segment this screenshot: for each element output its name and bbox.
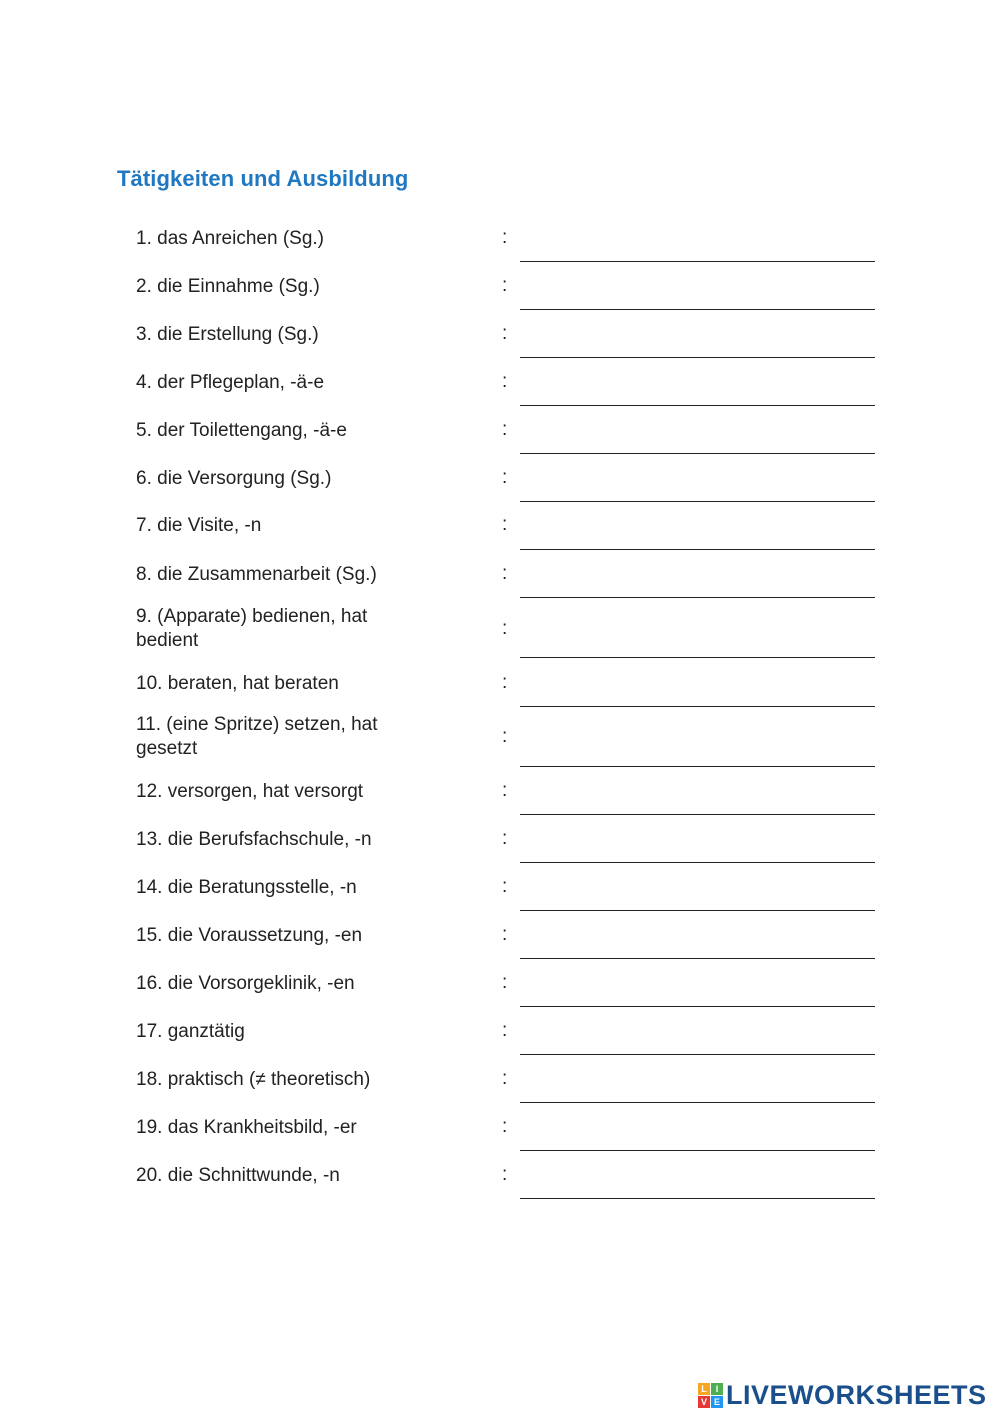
colon-separator: : [502,876,508,897]
answer-field[interactable] [520,549,875,550]
colon-separator: : [502,672,508,693]
term-label: 8. die Zusammenarbeit (Sg.) [136,564,377,585]
term-label: 20. die Schnittwunde, -n [136,1165,340,1186]
logo-square: I [711,1383,723,1395]
term-label: 15. die Voraussetzung, -en [136,925,363,946]
answer-field[interactable] [520,309,875,310]
term-label: 5. der Toilettengang, -ä-e [136,420,347,441]
term-label: 7. die Visite, -n [136,515,262,536]
colon-separator: : [502,227,508,248]
colon-separator: : [502,1164,508,1185]
colon-separator: : [502,828,508,849]
colon-separator: : [502,618,508,639]
term-label: 6. die Versorgung (Sg.) [136,468,332,489]
term-label: 11. (eine Spritze) setzen, hat gesetzt [136,714,378,759]
term-label: 17. ganztätig [136,1021,245,1042]
term-label: 3. die Erstellung (Sg.) [136,324,319,345]
colon-separator: : [502,924,508,945]
colon-separator: : [502,467,508,488]
logo-square: E [711,1396,723,1408]
term-label: 16. die Vorsorgeklinik, -en [136,973,355,994]
liveworksheets-logo [698,1378,987,1412]
colon-separator: : [502,1116,508,1137]
answer-field[interactable] [520,1198,875,1199]
term-label: 1. das Anreichen (Sg.) [136,228,324,249]
term-label: 19. das Krankheitsbild, -er [136,1117,357,1138]
colon-separator: : [502,780,508,801]
term-label: 9. (Apparate) bedienen, hat bedient [136,606,368,651]
colon-separator: : [502,514,508,535]
answer-field[interactable] [520,357,875,358]
answer-field[interactable] [520,706,875,707]
answer-field[interactable] [520,1054,875,1055]
term-label: 12. versorgen, hat versorgt [136,781,364,802]
colon-separator: : [502,371,508,392]
colon-separator: : [502,419,508,440]
colon-separator: : [502,726,508,747]
page-title: Tätigkeiten und Ausbildung [117,166,409,191]
term-label: 2. die Einnahme (Sg.) [136,276,320,297]
term-label: 4. der Pflegeplan, -ä-e [136,372,325,393]
colon-separator: : [502,323,508,344]
answer-field[interactable] [520,1150,875,1151]
answer-field[interactable] [520,814,875,815]
answer-field[interactable] [520,453,875,454]
answer-field[interactable] [520,1006,875,1007]
answer-field[interactable] [520,657,875,658]
term-label: 13. die Berufsfachschule, -n [136,829,372,850]
answer-field[interactable] [520,766,875,767]
answer-field[interactable] [520,1102,875,1103]
answer-field[interactable] [520,958,875,959]
logo-icon [698,1383,723,1408]
colon-separator: : [502,275,508,296]
logo-square: L [698,1383,710,1395]
answer-field[interactable] [520,910,875,911]
colon-separator: : [502,1068,508,1089]
answer-field[interactable] [520,501,875,502]
answer-field[interactable] [520,261,875,262]
logo-square: V [698,1396,710,1408]
answer-field[interactable] [520,597,875,598]
colon-separator: : [502,972,508,993]
term-label: 18. praktisch (≠ theoretisch) [136,1069,371,1090]
colon-separator: : [502,563,508,584]
colon-separator: : [502,1020,508,1041]
logo-text: LIVEWORKSHEETS [726,1379,987,1410]
answer-field[interactable] [520,405,875,406]
term-label: 14. die Beratungsstelle, -n [136,877,357,898]
term-label: 10. beraten, hat beraten [136,673,339,694]
answer-field[interactable] [520,862,875,863]
